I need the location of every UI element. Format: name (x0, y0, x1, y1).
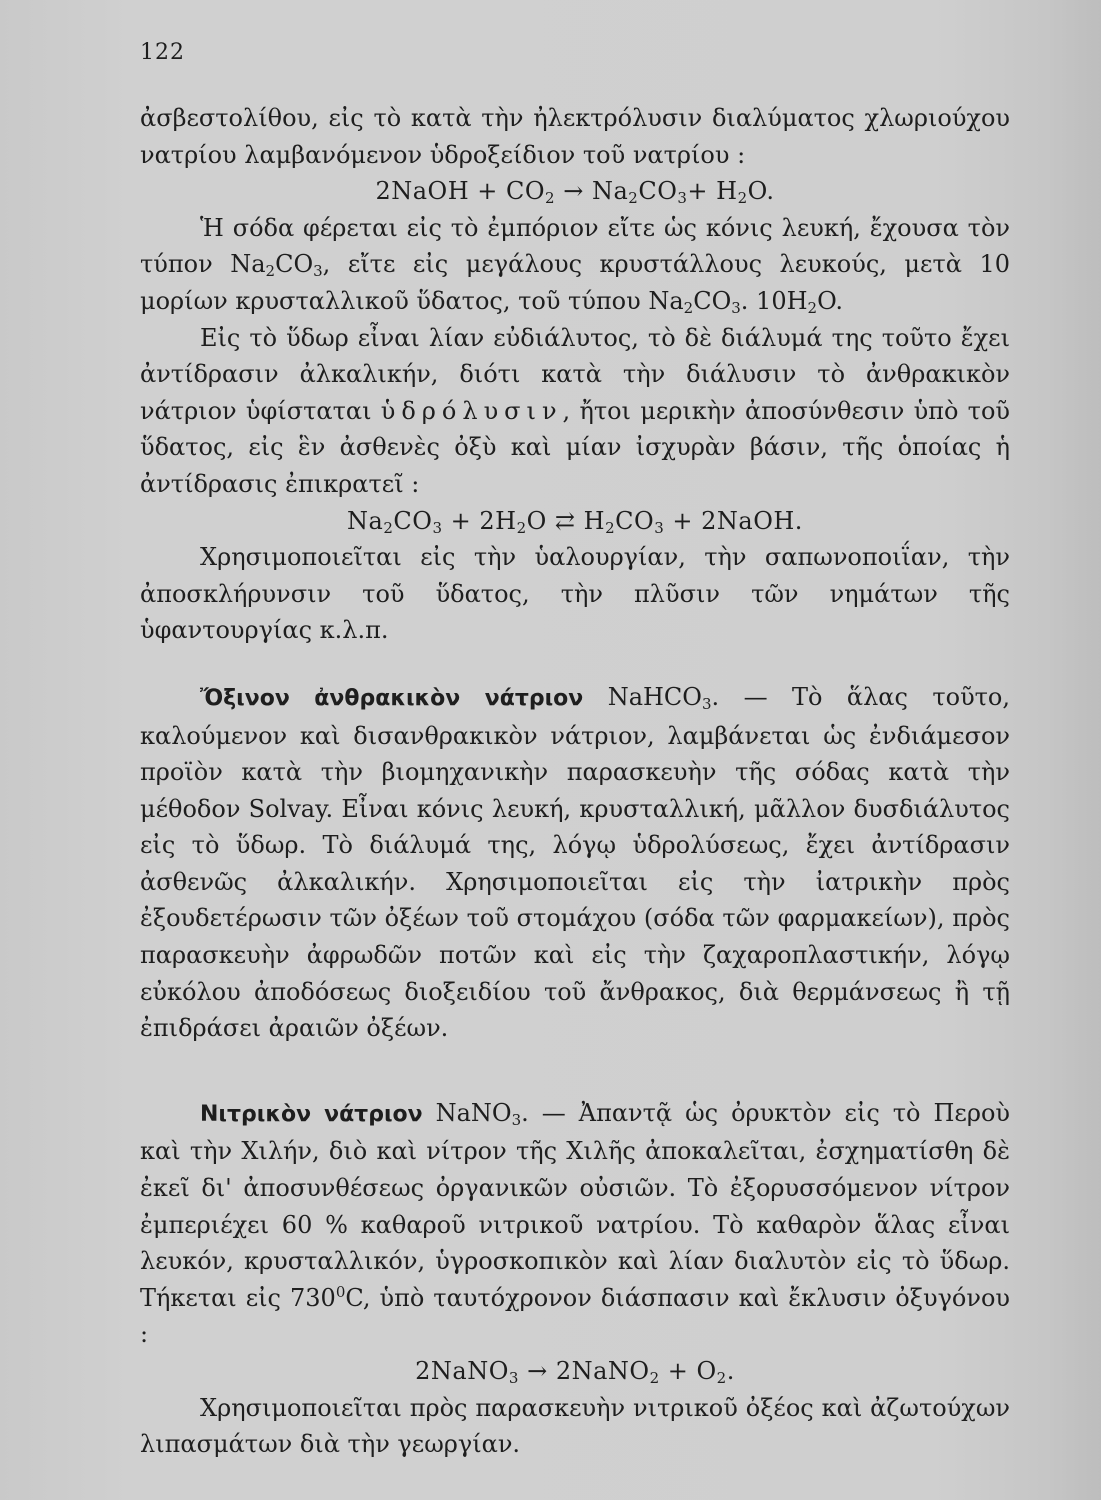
spaced-term: ὑδρόλυσιν (380, 396, 563, 425)
text-run: CO (393, 506, 433, 535)
text-run: Εἰς τὸ ὕδωρ εἶναι λίαν εὐδιάλυτος, τὸ δὲ διάλυμά της τοῦτο ἔχει ἀντίδρασιν ἀλκαλικήν, διότι κατὰ τὴν διάλυσιν τὸ ἀνθρακικὸν νάτριον ὑφίσταται (140, 323, 1010, 425)
section-heading: Ὄξινον ἀνθρακικὸν νάτριον (200, 685, 584, 711)
subscript: 3 (508, 1369, 519, 1387)
text-run: CO (693, 286, 732, 315)
text-run: C, ὑπὸ ταυτόχρονον διάσπασιν καὶ ἔκλυσιν ὀξυγόνου : (140, 1283, 1010, 1349)
text-run: ἀσβεστολίθου, εἰς τὸ κατὰ τὴν ἠλεκτρόλυσιν διαλύματος χλωριούχου νατρίου λαμβανόμενον ὑδροξείδιον τοῦ νατρίου : (140, 104, 1010, 169)
text-run: NaHCO (583, 682, 702, 711)
text-run: NaNO (422, 1098, 512, 1127)
subscript: 2 (516, 518, 527, 537)
text-run: Ἡ σόδα φέρεται εἰς τὸ ἐμπόριον εἴτε ὡς κόνις λευκή, ἔχουσα τὸν τύπον Na (140, 213, 1010, 279)
subscript: 3 (654, 518, 665, 537)
text-run: CO (615, 506, 655, 535)
text-run: + O (659, 1357, 717, 1385)
subscript: 2 (628, 189, 639, 208)
text-run: 2NaOH + CO (375, 177, 546, 206)
text-run: CO (638, 177, 678, 206)
text-run: → Na (555, 177, 629, 206)
subscript: 2 (545, 189, 556, 208)
text-run: Χρησιμοποιεῖται εἰς τὴν ὑαλουργίαν, τὴν σαπωνοποιΐαν, τὴν ἀποσκλήρυνσιν τοῦ ὕδατος, τὴν πλῦσιν τῶν νημάτων τῆς ὑφαντουργίας κ.λ.π. (140, 543, 1010, 645)
equation-naoh-co2 (140, 173, 1010, 210)
text-run: CO (275, 250, 314, 279)
paragraph-sodium-bicarbonate (140, 679, 1010, 1047)
subscript: 2 (683, 298, 694, 317)
text-run: O ⇄ H (526, 506, 606, 535)
subscript: 2 (265, 262, 276, 281)
paragraph-soda-uses (140, 539, 1010, 649)
text-run: → 2NaNO (518, 1357, 650, 1385)
subscript: 3 (701, 694, 712, 713)
section-heading: Νιτρικὸν νάτριον (200, 1101, 423, 1127)
page-number: 122 (140, 40, 185, 65)
paragraph-soda-commerce (140, 210, 1010, 320)
subscript: 2 (716, 1369, 727, 1387)
subscript: 3 (731, 298, 741, 317)
subscript: 2 (605, 518, 616, 537)
equation-nitrate-decomposition (140, 1353, 1010, 1390)
text-run: + 2H (442, 506, 517, 535)
text-run: O. (747, 177, 775, 206)
text-run: . (726, 1357, 735, 1385)
subscript: 3 (432, 518, 443, 537)
subscript: 3 (511, 1110, 522, 1129)
equation-hydrolysis (140, 503, 1010, 540)
section-gap (140, 1047, 1010, 1095)
text-run: . — Τὸ ἅλας τοῦτο, καλούμενον καὶ δισανθρακικὸν νάτριον, λαμβάνεται ὡς ἐνδιάμεσον προϊὸν κατὰ τὴν βιομηχανικὴν παρασκευὴν τῆς σόδας κατὰ τὴν μέθοδον Solvay. Εἶναι κόνις λευκή, κρυσταλλική, μᾶλλον δυσδιάλυτος εἰς τὸ ὕδωρ. Τὸ διάλυμά της, λόγῳ ὑδρολύσεως, ἔχει ἀντίδρασιν ἀσθενῶς ἀλκαλικήν. Χρησιμοποιεῖται εἰς τὴν ἰατρικὴν πρὸς ἐξουδετέρωσιν τῶν ὀξέων τοῦ στομάχου (σόδα τῶν φαρμακείων), πρὸς παρασκευὴν ἀφρωδῶν ποτῶν καὶ εἰς τὴν ζαχαροπλαστικήν, λόγῳ εὐκόλου ἀποδόσεως διοξειδίου τοῦ ἄνθρακος, διὰ θερμάνσεως ἢ τῇ ἐπιδράσει ἀραιῶν ὀξέων. (140, 682, 1011, 1043)
text-run: + H (687, 177, 738, 206)
paragraph-sodium-nitrate (140, 1095, 1010, 1353)
text-run: O. (817, 286, 843, 315)
subscript: 2 (737, 189, 748, 208)
subscript: 3 (313, 262, 323, 281)
section-gap (140, 649, 1010, 679)
paragraph-hydrolysis (140, 320, 1010, 503)
text-run: , εἴτε εἰς μεγάλους κρυστάλλους λευκούς, μετὰ 10 μορίων κρυσταλλικοῦ ὕδατος, τοῦ τύπου Na (140, 250, 1010, 315)
paragraph-nitrate-uses (140, 1390, 1010, 1463)
page-body (140, 100, 1010, 1463)
superscript: 0 (335, 1282, 346, 1301)
subscript: 3 (677, 189, 688, 208)
text-run: + 2NaOH. (664, 506, 803, 535)
text-run: Χρησιμοποιεῖται πρὸς παρασκευὴν νιτρικοῦ ὀξέος καὶ ἀζωτούχων λιπασμάτων διὰ τὴν γεωργίαν. (140, 1393, 1010, 1459)
text-run: . 10H (740, 286, 808, 315)
subscript: 2 (383, 518, 394, 537)
paragraph-sodium-hydroxide (140, 100, 1010, 173)
text-run: , ἤτοι μερικὴν ἀποσύνθεσιν ὑπὸ τοῦ ὕδατος, εἰς ἓν ἀσθενὲς ὀξὺ καὶ μίαν ἰσχυρὰν βάσιν, τῆς ὁποίας ἡ ἀντίδρασις ἐπικρατεῖ : (140, 396, 1010, 498)
subscript: 2 (649, 1369, 660, 1387)
text-run: Na (347, 506, 384, 535)
subscript: 2 (807, 298, 818, 317)
text-run: 2NaNO (415, 1357, 509, 1385)
text-run: . — Ἀπαντᾷ ὡς ὀρυκτὸν εἰς τὸ Περοὺ καὶ τὴν Χιλήν, διὸ καὶ νίτρον τῆς Χιλῆς ἀποκαλεῖται, ἐσχηματίσθη δὲ ἐκεῖ δι' ἀποσυνθέσεως ὀργανικῶν οὐσιῶν. Τὸ ἐξορυσσόμενον νίτρον ἐμπεριέχει 60 % καθαροῦ νιτρικοῦ νατρίου. Τὸ καθαρὸν ἅλας εἶναι λευκόν, κρυσταλλικόν, ὑγροσκοπικὸν καὶ λίαν διαλυτὸν εἰς τὸ ὕδωρ. Τήκεται εἰς 730 (140, 1098, 1010, 1312)
